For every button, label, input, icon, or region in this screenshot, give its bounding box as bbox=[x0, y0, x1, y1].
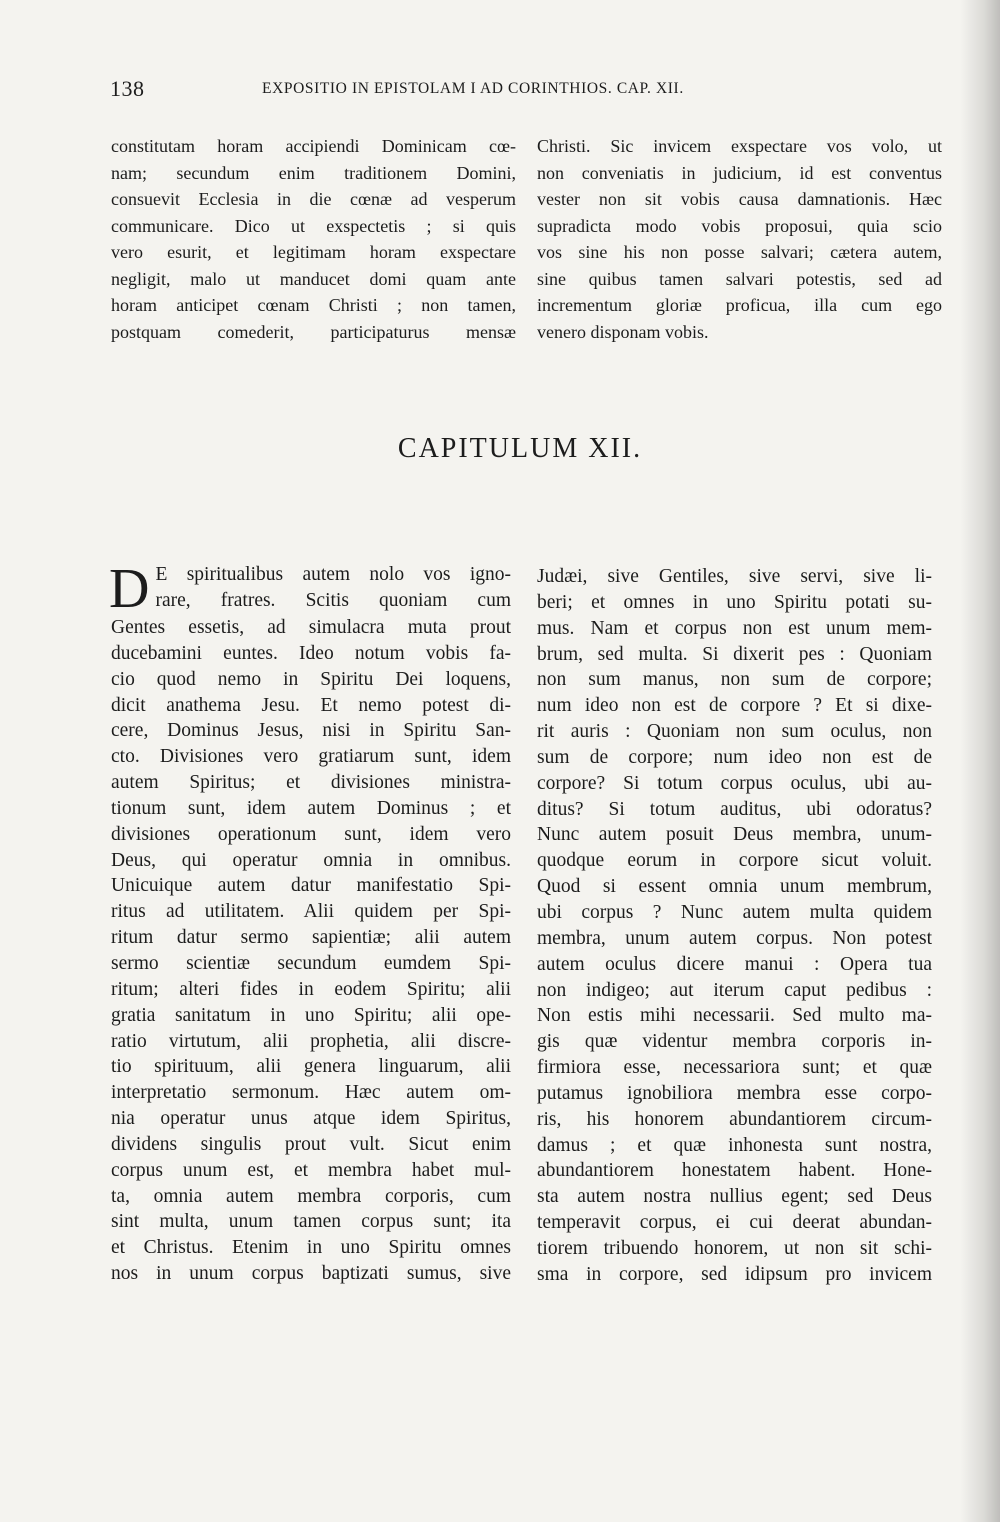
text-line: Gentes essetis, ad simulacra muta prout bbox=[111, 617, 511, 638]
bottom-right-column bbox=[537, 564, 932, 1288]
text-line: interpretatio sermonum. Hæc autem om- bbox=[111, 1082, 511, 1104]
text-line: ritum datur sermo sapientiæ; alii autem bbox=[111, 927, 511, 949]
text-line: incrementum gloriæ proficua, illa cum ego bbox=[537, 295, 942, 315]
text-line: Judæi, sive Gentiles, sive servi, sive li- bbox=[537, 566, 932, 587]
text-line: dividens singulis prout vult. Sicut enim bbox=[111, 1133, 511, 1155]
text-line: sta autem nostra nullius egent; sed Deus bbox=[537, 1186, 932, 1208]
text-line: quodque eorum in corpore sicut voluit. bbox=[537, 850, 932, 872]
text-line: ditus? Si totum auditus, ubi odoratus? bbox=[537, 798, 932, 820]
drop-cap: D bbox=[109, 558, 150, 620]
text-line: sermo scientiæ secundum eumdem Spi- bbox=[111, 952, 511, 974]
text-line: ratio virtutum, alii prophetia, alii discre- bbox=[111, 1030, 511, 1052]
text-line: Deus, qui operatur omnia in omnibus. bbox=[111, 849, 511, 871]
text-line: cere, Dominus Jesus, nisi in Spiritu San- bbox=[111, 720, 511, 742]
text-line: damus ; et quæ inhonesta sunt nostra, bbox=[537, 1134, 932, 1156]
text-line: tionum sunt, idem autem Dominus ; et bbox=[111, 797, 511, 819]
text-line: cto. Divisiones vero gratiarum sunt, idem bbox=[111, 746, 511, 768]
text-line: vero esurit, et legitimam horam exspectare bbox=[111, 242, 516, 262]
text-line: sine quibus tamen salvari potestis, sed ad bbox=[537, 268, 942, 289]
page-header bbox=[110, 76, 940, 106]
text-line: E spiritualibus autem nolo vos igno- bbox=[155, 564, 511, 585]
text-line: et Christus. Etenim in uno Spiritu omnes bbox=[111, 1237, 511, 1259]
bottom-left-column bbox=[109, 558, 511, 1287]
body-lines bbox=[111, 615, 511, 1287]
text-line: supradicta modo vobis proposui, quia scio bbox=[537, 215, 942, 236]
text-line: sma in corpore, sed idipsum pro invicem bbox=[537, 1263, 932, 1285]
text-line: corpore? Si totum corpus oculus, ubi au- bbox=[537, 772, 932, 794]
text-line: Unicuique autem datur manifestatio Spi- bbox=[111, 875, 511, 897]
text-line: nia operatur unus atque idem Spiritus, bbox=[111, 1108, 511, 1130]
text-line: Non estis mihi necessarii. Sed multo ma- bbox=[537, 1005, 932, 1027]
text-line: vos sine his non posse salvari; cætera autem, bbox=[537, 242, 942, 262]
text-line: ris, his honorem abundantiorem circum- bbox=[537, 1108, 932, 1130]
text-line: firmiora esse, necessariora sunt; et quæ bbox=[537, 1057, 932, 1079]
text-line: cio quod nemo in Spiritu Dei loquens, bbox=[111, 668, 511, 690]
text-line: non sum manus, non sum de corpore; bbox=[537, 669, 932, 691]
text-line: rit auris : Quoniam non sum oculus, non bbox=[537, 721, 932, 743]
text-line: nos in unum corpus baptizati sumus, sive bbox=[111, 1263, 511, 1285]
text-line: Nunc autem posuit Deus membra, unum- bbox=[537, 824, 932, 846]
text-line: autem oculus dicere manui : Opera tua bbox=[537, 953, 932, 975]
text-line: constitutam horam accipiendi Dominicam cœ- bbox=[111, 136, 516, 156]
text-line: rare, fratres. Scitis quoniam cum bbox=[155, 589, 511, 611]
text-line: dicit anathema Jesu. Et nemo potest di- bbox=[111, 694, 511, 716]
text-line: consuevit Ecclesia in die cœnæ ad vesperum bbox=[111, 189, 516, 209]
text-line: corpus unum est, et membra habet mul- bbox=[111, 1159, 511, 1181]
text-line: temperavit corpus, ei cui deerat abundan- bbox=[537, 1212, 932, 1234]
text-line: ducebamini euntes. Ideo notum vobis fa- bbox=[111, 642, 511, 664]
text-line: negligit, malo ut manducet domi quam ante bbox=[111, 268, 516, 289]
text-line: ubi corpus ? Nunc autem multa quidem bbox=[537, 901, 932, 923]
text-line: Quod si essent omnia unum membrum, bbox=[537, 876, 932, 898]
text-line: num ideo non est de corpore ? Et si dixe- bbox=[537, 695, 932, 717]
page-number: 138 bbox=[110, 76, 145, 101]
text-line: vester non sit vobis causa damnationis. Hæc bbox=[537, 189, 942, 209]
text-line: abundantiorem honestatem habent. Hone- bbox=[537, 1160, 932, 1182]
text-line: sint multa, unum tamen corpus sunt; ita bbox=[111, 1211, 511, 1233]
text-line: brum, sed multa. Si dixerit pes : Quoniam bbox=[537, 643, 932, 665]
text-line: tiorem tribuendo honorem, ut non sit schi- bbox=[537, 1237, 932, 1259]
text-line: Christi. Sic invicem exspectare vos volo, ut bbox=[537, 136, 942, 156]
text-line: ritum; alteri fides in eodem Spiritu; alii bbox=[111, 978, 511, 1000]
text-line: tio spirituum, alii genera linguarum, alii bbox=[111, 1056, 511, 1078]
page-gutter-shadow bbox=[960, 0, 1000, 1522]
text-line: mus. Nam et corpus non est unum mem- bbox=[537, 617, 932, 639]
text-line: divisiones operationum sunt, idem vero bbox=[111, 823, 511, 845]
text-line: communicare. Dico ut exspectetis ; si quis bbox=[111, 215, 516, 236]
text-line: non conveniatis in judicium, id est conventus bbox=[537, 162, 942, 183]
text-line: venero disponam vobis. bbox=[537, 321, 709, 342]
text-line: non indigeo; aut iterum caput pedibus : bbox=[537, 979, 932, 1001]
chapter-title: CAPITULUM XII. bbox=[397, 433, 643, 464]
text-line: gis quæ videntur membra corporis in- bbox=[537, 1031, 932, 1053]
top-right-column bbox=[537, 133, 942, 345]
text-line: ta, omnia autem membra corporis, cum bbox=[111, 1185, 511, 1207]
top-left-column bbox=[111, 133, 516, 345]
text-line: nam; secundum enim traditionem Domini, bbox=[111, 162, 516, 183]
text-line: gratia sanitatum in uno Spiritu; alii ope- bbox=[111, 1004, 511, 1026]
text-line: beri; et omnes in uno Spiritu potati su- bbox=[537, 591, 932, 613]
text-line: sum de corpore; num ideo non est de bbox=[537, 746, 932, 768]
text-line: membra, unum autem corpus. Non potest bbox=[537, 927, 932, 949]
running-head: EXPOSITIO IN EPISTOLAM I AD CORINTHIOS. CAP. XII. bbox=[262, 80, 684, 97]
text-line: horam anticipet cœnam Christi ; non tamen, bbox=[111, 295, 516, 315]
text-line: putamus ignobiliora membra esse corpo- bbox=[537, 1082, 932, 1104]
text-line: postquam comederit, participaturus mensæ bbox=[111, 321, 516, 342]
text-line: autem Spiritus; et divisiones ministra- bbox=[111, 772, 511, 794]
drop-cap-lines bbox=[109, 558, 511, 620]
text-line: ritus ad utilitatem. Alii quidem per Spi- bbox=[111, 901, 511, 923]
